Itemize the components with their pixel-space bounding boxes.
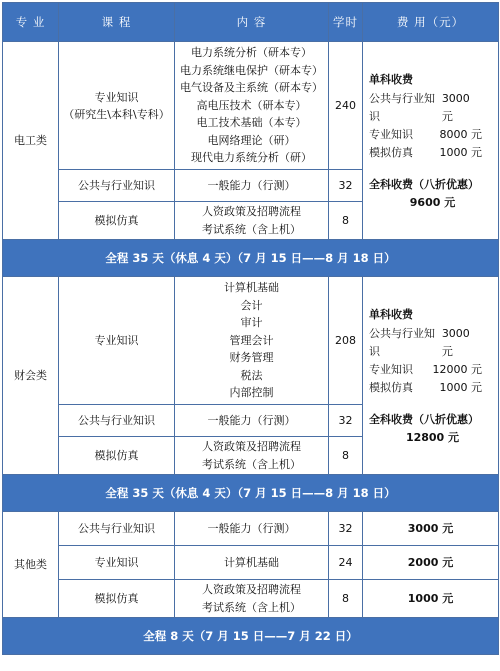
- course-cell: [59, 277, 175, 405]
- content-cell: [175, 580, 329, 618]
- table-row: [3, 546, 499, 580]
- header-course: 课 程: [59, 3, 175, 42]
- fee-cell: 3000 元: [363, 512, 499, 546]
- course-line: 公共与行业知识: [78, 179, 155, 192]
- content-item: 电力系统分析（研本专）: [191, 46, 312, 60]
- fee-total-amount: 9600 元: [409, 195, 456, 209]
- fee-total-amount: 12800 元: [405, 430, 460, 444]
- content-cell: [175, 437, 329, 475]
- course-cell: [59, 170, 175, 202]
- fee-line: [369, 126, 496, 144]
- major-cell: 电工类: [3, 42, 59, 240]
- content-item: 电气设备及主系统（研本专）: [180, 81, 323, 95]
- table-row: [3, 580, 499, 618]
- schedule-banner-row: [3, 240, 499, 277]
- fee-item-name: 专业知识: [369, 127, 413, 141]
- content-cell: [175, 277, 329, 405]
- major-cell: 财会类: [3, 277, 59, 475]
- course-line: 专业知识: [94, 556, 139, 569]
- course-fee-table: [2, 2, 499, 655]
- fee-total-label: 全科收费（八折优惠）: [369, 177, 479, 191]
- table-row: [3, 277, 499, 405]
- content-item: 人资政策及招聘流程: [202, 440, 301, 453]
- fee-item-amount: 1000 元: [439, 145, 482, 159]
- schedule-banner-row: [3, 475, 499, 512]
- fee-line: [369, 361, 496, 379]
- content-cell: [175, 202, 329, 240]
- course-cell: [59, 580, 175, 618]
- content-cell: [175, 42, 329, 170]
- course-line: 模拟仿真: [94, 214, 139, 227]
- header-hours: 学时: [329, 3, 363, 42]
- hours-cell: 32: [329, 512, 363, 546]
- hours-cell: 8: [329, 580, 363, 618]
- course-line: 模拟仿真: [94, 592, 139, 605]
- header-content: 内 容: [175, 3, 329, 42]
- content-item: 一般能力（行测）: [207, 178, 296, 192]
- content-cell: [175, 546, 329, 580]
- table-row: [3, 42, 499, 170]
- fee-title: 单科收费: [369, 307, 413, 321]
- content-cell: [175, 170, 329, 202]
- table-row: [3, 512, 499, 546]
- content-item: 审计: [240, 316, 263, 330]
- fee-item-name: 模拟仿真: [369, 380, 413, 394]
- hours-cell: 32: [329, 170, 363, 202]
- fee-item-name: 公共与行业知识: [369, 326, 435, 358]
- schedule-banner: 全程 35 天（休息 4 天）（7 月 15 日——8 月 18 日）: [3, 475, 499, 512]
- course-cell: [59, 512, 175, 546]
- content-item: 考试系统（含上机）: [202, 457, 301, 471]
- schedule-banner: 全程 8 天（7 月 15 日——7 月 22 日）: [3, 618, 499, 655]
- content-item: 税法: [240, 368, 263, 382]
- content-cell: [175, 512, 329, 546]
- fee-item-amount: 8000 元: [439, 127, 482, 141]
- content-item: 现代电力系统分析（研）: [191, 151, 312, 165]
- content-item: 一般能力（行测）: [207, 413, 296, 427]
- course-line: 公共与行业知识: [78, 522, 155, 535]
- fee-line: [369, 325, 496, 361]
- course-line: 专业知识: [94, 90, 139, 104]
- fee-item-name: 模拟仿真: [369, 145, 413, 159]
- course-cell: [59, 546, 175, 580]
- header-row: [3, 3, 499, 42]
- fee-cell: [363, 277, 499, 475]
- fee-line: [369, 379, 496, 397]
- schedule-banner-row: [3, 618, 499, 655]
- hours-cell: 32: [329, 405, 363, 437]
- content-item: 内部控制: [229, 386, 274, 400]
- course-line: 模拟仿真: [94, 449, 139, 462]
- fee-item-amount: 3000 元: [441, 326, 470, 358]
- course-cell: [59, 42, 175, 170]
- hours-cell: 8: [329, 202, 363, 240]
- fee-cell: 1000 元: [363, 580, 499, 618]
- fee-title: 单科收费: [369, 72, 413, 86]
- fee-cell: [363, 42, 499, 240]
- course-line: 专业知识: [94, 334, 139, 347]
- hours-cell: 8: [329, 437, 363, 475]
- content-item: 一般能力（行测）: [207, 521, 296, 535]
- course-cell: [59, 405, 175, 437]
- hours-cell: 240: [329, 42, 363, 170]
- schedule-banner: 全程 35 天（休息 4 天）（7 月 15 日——8 月 18 日）: [3, 240, 499, 277]
- fee-line: [369, 144, 496, 162]
- content-item: 电力系统继电保护（研本专）: [180, 63, 323, 77]
- fee-total-label: 全科收费（八折优惠）: [369, 412, 479, 426]
- header-fee: 费 用（元）: [363, 3, 499, 42]
- course-cell: [59, 437, 175, 475]
- content-item: 人资政策及招聘流程: [202, 583, 301, 596]
- content-item: 会计: [240, 298, 263, 312]
- fee-item-amount: 1000 元: [439, 380, 482, 394]
- fee-item-amount: 3000 元: [441, 91, 470, 123]
- course-cell: [59, 202, 175, 240]
- content-item: 电工技术基础（本专）: [196, 116, 307, 130]
- hours-cell: 24: [329, 546, 363, 580]
- fee-item-name: 公共与行业知识: [369, 91, 435, 123]
- hours-cell: 208: [329, 277, 363, 405]
- major-cell: 其他类: [3, 512, 59, 618]
- course-line: （研究生\本科\专科）: [63, 107, 170, 121]
- fee-line: [369, 90, 496, 126]
- content-item: 考试系统（含上机）: [202, 600, 301, 614]
- fee-cell: 2000 元: [363, 546, 499, 580]
- content-item: 高电压技术（研本专）: [196, 98, 307, 112]
- content-item: 电网络理论（研）: [207, 133, 296, 147]
- content-item: 人资政策及招聘流程: [202, 205, 301, 218]
- content-cell: [175, 405, 329, 437]
- content-item: 管理会计: [229, 333, 274, 347]
- header-major: 专 业: [3, 3, 59, 42]
- content-item: 计算机基础: [224, 555, 279, 569]
- content-item: 财务管理: [229, 351, 274, 365]
- content-item: 计算机基础: [224, 281, 279, 295]
- content-item: 考试系统（含上机）: [202, 222, 301, 236]
- fee-item-amount: 12000 元: [432, 362, 482, 376]
- fee-item-name: 专业知识: [369, 362, 413, 376]
- table-body: [3, 42, 499, 655]
- course-line: 公共与行业知识: [78, 414, 155, 427]
